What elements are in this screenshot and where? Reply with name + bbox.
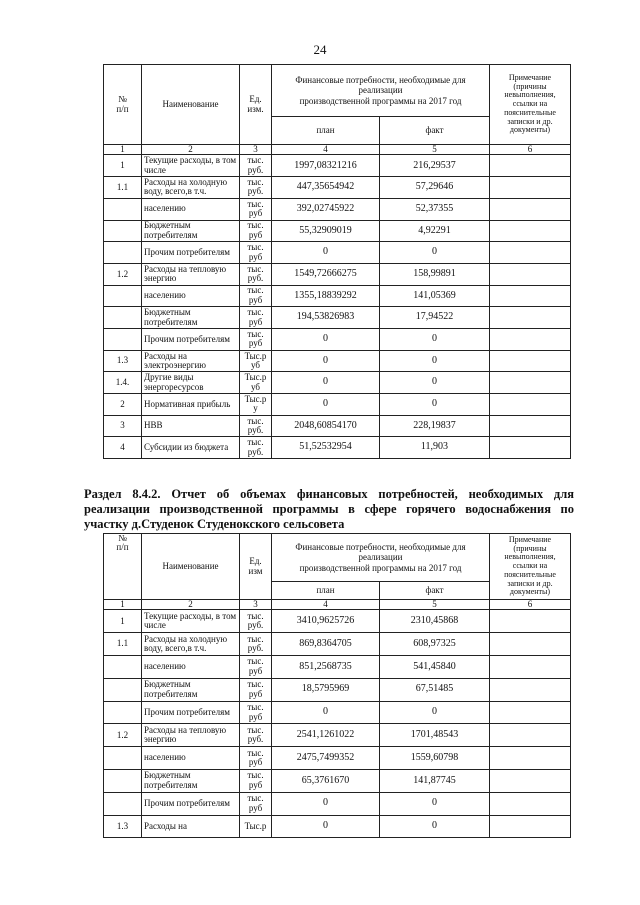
row-unit: Тыс.р уб — [240, 350, 272, 372]
row-name: Прочим потребителям — [142, 242, 240, 264]
row-plan-value: 851,2568735 — [272, 656, 380, 679]
table-row — [104, 307, 571, 329]
row-unit: тыс. руб. — [240, 437, 272, 459]
row-note — [490, 372, 571, 394]
row-fact-value: 0 — [380, 701, 490, 724]
column-number: 6 — [490, 600, 571, 610]
row-unit: тыс. руб. — [240, 263, 272, 285]
row-plan-value: 0 — [272, 242, 380, 264]
row-plan-value: 0 — [272, 701, 380, 724]
row-plan-value: 194,53826983 — [272, 307, 380, 329]
row-number — [104, 656, 142, 679]
row-fact-value: 608,97325 — [380, 633, 490, 656]
row-note — [490, 678, 571, 701]
row-fact-value: 1701,48543 — [380, 724, 490, 747]
row-name: Текущие расходы, в том числе — [142, 610, 240, 633]
row-number — [104, 678, 142, 701]
row-plan-value: 2475,7499352 — [272, 747, 380, 770]
row-note — [490, 610, 571, 633]
row-plan-value: 0 — [272, 792, 380, 815]
row-fact-value: 0 — [380, 350, 490, 372]
table-row — [104, 656, 571, 679]
row-note — [490, 792, 571, 815]
row-number — [104, 747, 142, 770]
table-row — [104, 610, 571, 633]
column-number: 4 — [272, 600, 380, 610]
row-fact-value: 0 — [380, 394, 490, 416]
row-fact-value: 57,29646 — [380, 177, 490, 199]
row-plan-value: 51,52532954 — [272, 437, 380, 459]
row-unit: тыс. руб — [240, 792, 272, 815]
row-unit: тыс. руб — [240, 770, 272, 793]
financial-table-2 — [103, 533, 571, 838]
row-fact-value: 0 — [380, 792, 490, 815]
row-unit: тыс. руб — [240, 198, 272, 220]
row-note — [490, 177, 571, 199]
row-fact-value: 52,37355 — [380, 198, 490, 220]
column-numbers-row — [104, 145, 571, 155]
table-row — [104, 155, 571, 177]
row-fact-value: 141,05369 — [380, 285, 490, 307]
table-row — [104, 394, 571, 416]
row-plan-value: 447,35654942 — [272, 177, 380, 199]
row-fact-value: 0 — [380, 328, 490, 350]
row-unit: тыс. руб — [240, 656, 272, 679]
row-plan-value: 2541,1261022 — [272, 724, 380, 747]
table-row — [104, 415, 571, 437]
row-note — [490, 724, 571, 747]
header-name: Наименование — [142, 534, 240, 600]
column-number: 4 — [272, 145, 380, 155]
table-row — [104, 701, 571, 724]
row-number — [104, 242, 142, 264]
row-unit: тыс. руб — [240, 242, 272, 264]
row-note — [490, 220, 571, 242]
column-number: 6 — [490, 145, 571, 155]
row-number — [104, 328, 142, 350]
row-name: Расходы на холодную воду, всего,в т.ч. — [142, 177, 240, 199]
row-unit: Тыс.р — [240, 815, 272, 838]
row-name: Бюджетным потребителям — [142, 307, 240, 329]
row-note — [490, 633, 571, 656]
table-row — [104, 770, 571, 793]
row-note — [490, 394, 571, 416]
table-row — [104, 350, 571, 372]
row-name: Текущие расходы, в том числе — [142, 155, 240, 177]
row-note — [490, 328, 571, 350]
row-note — [490, 701, 571, 724]
row-number: 1.2 — [104, 724, 142, 747]
row-unit: тыс. руб. — [240, 155, 272, 177]
row-plan-value: 0 — [272, 815, 380, 838]
row-name: населению — [142, 747, 240, 770]
row-note — [490, 198, 571, 220]
table-row — [104, 747, 571, 770]
row-note — [490, 437, 571, 459]
table-row — [104, 328, 571, 350]
row-unit: тыс. руб. — [240, 724, 272, 747]
row-number: 2 — [104, 394, 142, 416]
row-note — [490, 307, 571, 329]
row-plan-value: 2048,60854170 — [272, 415, 380, 437]
row-number: 1.3 — [104, 350, 142, 372]
row-plan-value: 65,3761670 — [272, 770, 380, 793]
row-name: населению — [142, 198, 240, 220]
row-number: 3 — [104, 415, 142, 437]
row-plan-value: 1997,08321216 — [272, 155, 380, 177]
row-fact-value: 0 — [380, 242, 490, 264]
row-name: Прочим потребителям — [142, 701, 240, 724]
table-row — [104, 220, 571, 242]
header-note: Примечание (причины невыполнения, ссылки на пояснительные записки и др. документы) — [490, 534, 571, 600]
table-row — [104, 724, 571, 747]
column-number: 3 — [240, 145, 272, 155]
row-plan-value: 3410,9625726 — [272, 610, 380, 633]
row-number: 1.2 — [104, 263, 142, 285]
row-fact-value: 0 — [380, 815, 490, 838]
row-note — [490, 656, 571, 679]
row-name: Бюджетным потребителям — [142, 770, 240, 793]
column-number: 5 — [380, 145, 490, 155]
row-fact-value: 541,45840 — [380, 656, 490, 679]
row-note — [490, 350, 571, 372]
row-name: Расходы на электроэнергию — [142, 350, 240, 372]
row-fact-value: 216,29537 — [380, 155, 490, 177]
row-name: Субсидии из бюджета — [142, 437, 240, 459]
row-number — [104, 701, 142, 724]
row-name: Расходы на холодную воду, всего,в т.ч. — [142, 633, 240, 656]
row-unit: тыс. руб — [240, 701, 272, 724]
row-note — [490, 285, 571, 307]
header-fact: факт — [380, 117, 490, 145]
header-needs: Финансовые потребности, необходимые для реализации производственной программы на 2017 год — [272, 65, 490, 117]
row-note — [490, 815, 571, 838]
row-plan-value: 1355,18839292 — [272, 285, 380, 307]
row-name: НВВ — [142, 415, 240, 437]
row-unit: тыс. руб — [240, 220, 272, 242]
column-number: 2 — [142, 600, 240, 610]
table-row — [104, 177, 571, 199]
column-number: 1 — [104, 145, 142, 155]
row-unit: Тыс.р уб — [240, 372, 272, 394]
row-note — [490, 242, 571, 264]
row-plan-value: 392,02745922 — [272, 198, 380, 220]
row-fact-value: 1559,60798 — [380, 747, 490, 770]
row-fact-value: 228,19837 — [380, 415, 490, 437]
row-name: Прочим потребителям — [142, 792, 240, 815]
row-name: населению — [142, 285, 240, 307]
header-num: № п/п — [104, 534, 142, 600]
row-fact-value: 0 — [380, 372, 490, 394]
row-number — [104, 198, 142, 220]
row-plan-value: 0 — [272, 350, 380, 372]
table-row — [104, 198, 571, 220]
column-number: 1 — [104, 600, 142, 610]
row-number — [104, 770, 142, 793]
row-unit: тыс. руб. — [240, 633, 272, 656]
column-number: 5 — [380, 600, 490, 610]
row-fact-value: 2310,45868 — [380, 610, 490, 633]
row-note — [490, 747, 571, 770]
financial-table-1 — [103, 64, 571, 459]
row-number: 1.1 — [104, 633, 142, 656]
row-plan-value: 869,8364705 — [272, 633, 380, 656]
row-number: 1.4. — [104, 372, 142, 394]
row-name: Бюджетным потребителям — [142, 220, 240, 242]
row-plan-value: 0 — [272, 372, 380, 394]
column-number: 2 — [142, 145, 240, 155]
row-name: Расходы на тепловую энергию — [142, 724, 240, 747]
row-note — [490, 770, 571, 793]
table-row — [104, 242, 571, 264]
row-note — [490, 155, 571, 177]
row-unit: тыс. руб. — [240, 177, 272, 199]
table-row — [104, 678, 571, 701]
column-numbers-row — [104, 600, 571, 610]
row-number: 4 — [104, 437, 142, 459]
header-name: Наименование — [142, 65, 240, 145]
header-unit: Ед. изм. — [240, 65, 272, 145]
row-plan-value: 18,5795969 — [272, 678, 380, 701]
table-row — [104, 792, 571, 815]
row-unit: тыс. руб — [240, 285, 272, 307]
column-number: 3 — [240, 600, 272, 610]
row-plan-value: 0 — [272, 394, 380, 416]
table-row — [104, 285, 571, 307]
row-name: Другие виды энергоресурсов — [142, 372, 240, 394]
row-unit: Тыс.р у — [240, 394, 272, 416]
row-name: Бюджетным потребителям — [142, 678, 240, 701]
row-name: Прочим потребителям — [142, 328, 240, 350]
header-plan: план — [272, 117, 380, 145]
row-name: Расходы на — [142, 815, 240, 838]
header-fact: факт — [380, 582, 490, 600]
row-number: 1 — [104, 155, 142, 177]
row-fact-value: 141,87745 — [380, 770, 490, 793]
row-plan-value: 0 — [272, 328, 380, 350]
row-number: 1.3 — [104, 815, 142, 838]
row-number — [104, 220, 142, 242]
row-unit: тыс. руб — [240, 678, 272, 701]
row-plan-value: 55,32909019 — [272, 220, 380, 242]
table-row — [104, 437, 571, 459]
section-title: Раздел 8.4.2. Отчет об объемах финансовых потребностей, необходимых для реализации производственной программы в сфере горячего водоснабжения по участку д.Студенок Студенокского сельсовета — [84, 487, 574, 531]
row-name: населению — [142, 656, 240, 679]
row-number — [104, 792, 142, 815]
row-fact-value: 4,92291 — [380, 220, 490, 242]
row-note — [490, 263, 571, 285]
row-unit: тыс. руб. — [240, 610, 272, 633]
row-unit: тыс. руб — [240, 328, 272, 350]
row-plan-value: 1549,72666275 — [272, 263, 380, 285]
row-fact-value: 67,51485 — [380, 678, 490, 701]
table-row — [104, 263, 571, 285]
row-fact-value: 17,94522 — [380, 307, 490, 329]
row-number — [104, 307, 142, 329]
row-unit: тыс. руб — [240, 307, 272, 329]
row-unit: тыс. руб. — [240, 415, 272, 437]
row-fact-value: 158,99891 — [380, 263, 490, 285]
row-name: Нормативная прибыль — [142, 394, 240, 416]
row-unit: тыс. руб — [240, 747, 272, 770]
row-number: 1 — [104, 610, 142, 633]
row-note — [490, 415, 571, 437]
row-number: 1.1 — [104, 177, 142, 199]
header-num: № п/п — [104, 65, 142, 145]
header-plan: план — [272, 582, 380, 600]
table-row — [104, 372, 571, 394]
row-name: Расходы на тепловую энергию — [142, 263, 240, 285]
header-unit: Ед. изм — [240, 534, 272, 600]
table-row — [104, 815, 571, 838]
row-fact-value: 11,903 — [380, 437, 490, 459]
table-row — [104, 633, 571, 656]
row-number — [104, 285, 142, 307]
header-needs: Финансовые потребности, необходимые для реализации производственной программы на 2017 год — [272, 534, 490, 582]
header-note: Примечание (причины невыполнения, ссылки на пояснительные записки и др. документы) — [490, 65, 571, 145]
page-number: 24 — [313, 42, 327, 57]
